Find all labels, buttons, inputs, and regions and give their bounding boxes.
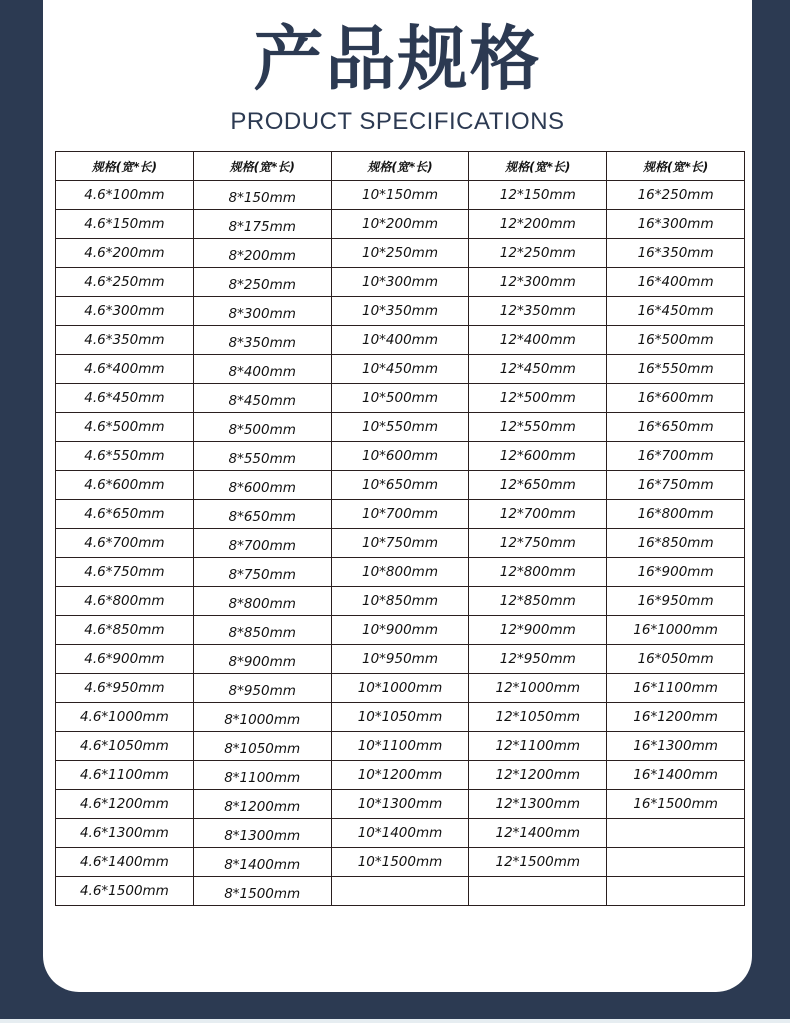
- spec-cell: 12*800mm: [469, 558, 607, 587]
- spec-cell: 10*950mm: [331, 645, 469, 674]
- spec-cell: 16*400mm: [607, 268, 745, 297]
- spec-cell: 10*700mm: [331, 500, 469, 529]
- spec-cell: 16*500mm: [607, 326, 745, 355]
- table-row: [56, 297, 745, 326]
- spec-cell: 16*850mm: [607, 529, 745, 558]
- spec-cell: 10*900mm: [331, 616, 469, 645]
- spec-cell: 10*350mm: [331, 297, 469, 326]
- spec-cell: 4.6*300mm: [56, 297, 194, 326]
- spec-cell: 16*450mm: [607, 297, 745, 326]
- spec-cell: 12*200mm: [469, 210, 607, 239]
- table-row: [56, 500, 745, 529]
- spec-cell: 16*350mm: [607, 239, 745, 268]
- page-subtitle: PRODUCT SPECIFICATIONS: [230, 108, 565, 135]
- spec-cell: 12*900mm: [469, 616, 607, 645]
- spec-cell: 8*175mm: [193, 210, 331, 239]
- spec-cell: 12*550mm: [469, 413, 607, 442]
- page-title: 产品规格: [253, 18, 542, 100]
- spec-cell: [607, 877, 745, 906]
- spec-cell: 16*300mm: [607, 210, 745, 239]
- spec-cell: 4.6*200mm: [56, 239, 194, 268]
- spec-cell: 12*350mm: [469, 297, 607, 326]
- spec-cell: 8*1100mm: [193, 761, 331, 790]
- spec-cell: 8*350mm: [193, 326, 331, 355]
- spec-cell: 4.6*450mm: [56, 384, 194, 413]
- spec-cell: 10*850mm: [331, 587, 469, 616]
- spec-cell: 12*1500mm: [469, 848, 607, 877]
- spec-cell: 10*800mm: [331, 558, 469, 587]
- spec-cell: 12*400mm: [469, 326, 607, 355]
- table-row: [56, 210, 745, 239]
- spec-cell: 16*1100mm: [607, 674, 745, 703]
- spec-cell: 10*1400mm: [331, 819, 469, 848]
- spec-cell: 10*450mm: [331, 355, 469, 384]
- spec-cell: 8*850mm: [193, 616, 331, 645]
- spec-cell: 12*1100mm: [469, 732, 607, 761]
- table-row: [56, 529, 745, 558]
- spec-cell: 8*500mm: [193, 413, 331, 442]
- spec-cell: 8*1000mm: [193, 703, 331, 732]
- spec-cell: 4.6*350mm: [56, 326, 194, 355]
- spec-cell: 4.6*1500mm: [56, 877, 194, 906]
- table-row: [56, 239, 745, 268]
- spec-cell: [607, 819, 745, 848]
- spec-cell: 4.6*850mm: [56, 616, 194, 645]
- table-row: [56, 703, 745, 732]
- table-row: [56, 674, 745, 703]
- column-header: 规格(宽*长): [56, 152, 194, 181]
- spec-cell: 10*150mm: [331, 181, 469, 210]
- spec-cell: 12*650mm: [469, 471, 607, 500]
- spec-cell: 8*150mm: [193, 181, 331, 210]
- spec-cell: 16*650mm: [607, 413, 745, 442]
- spec-cell: 4.6*600mm: [56, 471, 194, 500]
- spec-cell: 8*1500mm: [193, 877, 331, 906]
- spec-cell: 16*250mm: [607, 181, 745, 210]
- spec-cell: 8*1050mm: [193, 732, 331, 761]
- spec-cell: 4.6*1400mm: [56, 848, 194, 877]
- spec-cell: 10*200mm: [331, 210, 469, 239]
- table-row: [56, 558, 745, 587]
- spec-cell: 4.6*1200mm: [56, 790, 194, 819]
- spec-cell: 4.6*150mm: [56, 210, 194, 239]
- table-row: [56, 413, 745, 442]
- spec-table: [55, 151, 745, 906]
- spec-cell: 10*1300mm: [331, 790, 469, 819]
- table-row: [56, 384, 745, 413]
- spec-cell: 12*1050mm: [469, 703, 607, 732]
- table-row: [56, 616, 745, 645]
- spec-cell: 8*550mm: [193, 442, 331, 471]
- header-row: [56, 152, 745, 181]
- spec-cell: 12*700mm: [469, 500, 607, 529]
- table-row: [56, 471, 745, 500]
- spec-cell: 10*1050mm: [331, 703, 469, 732]
- spec-cell: 8*1200mm: [193, 790, 331, 819]
- spec-cell: 12*500mm: [469, 384, 607, 413]
- table-row: [56, 442, 745, 471]
- spec-cell: [331, 877, 469, 906]
- column-header: 规格(宽*长): [607, 152, 745, 181]
- spec-cell: 10*1000mm: [331, 674, 469, 703]
- spec-cell: 8*600mm: [193, 471, 331, 500]
- spec-cell: 16*1500mm: [607, 790, 745, 819]
- spec-cell: 4.6*500mm: [56, 413, 194, 442]
- spec-cell: 16*900mm: [607, 558, 745, 587]
- spec-cell: 8*950mm: [193, 674, 331, 703]
- spec-card: [43, 0, 752, 992]
- table-row: [56, 819, 745, 848]
- spec-cell: 4.6*100mm: [56, 181, 194, 210]
- spec-cell: 8*750mm: [193, 558, 331, 587]
- spec-cell: 10*1500mm: [331, 848, 469, 877]
- spec-cell: 10*300mm: [331, 268, 469, 297]
- spec-cell: 10*550mm: [331, 413, 469, 442]
- spec-cell: 8*1300mm: [193, 819, 331, 848]
- spec-cell: 16*800mm: [607, 500, 745, 529]
- spec-cell: 4.6*1100mm: [56, 761, 194, 790]
- spec-cell: 16*1400mm: [607, 761, 745, 790]
- spec-cell: 12*250mm: [469, 239, 607, 268]
- spec-cell: 4.6*1300mm: [56, 819, 194, 848]
- spec-cell: 4.6*1050mm: [56, 732, 194, 761]
- spec-cell: 10*250mm: [331, 239, 469, 268]
- table-row: [56, 587, 745, 616]
- spec-cell: 12*450mm: [469, 355, 607, 384]
- table-row: [56, 326, 745, 355]
- spec-cell: 16*1300mm: [607, 732, 745, 761]
- spec-cell: 4.6*950mm: [56, 674, 194, 703]
- spec-cell: 4.6*250mm: [56, 268, 194, 297]
- column-header: 规格(宽*长): [331, 152, 469, 181]
- spec-cell: 8*650mm: [193, 500, 331, 529]
- spec-cell: 8*400mm: [193, 355, 331, 384]
- spec-cell: 10*750mm: [331, 529, 469, 558]
- spec-cell: 10*1200mm: [331, 761, 469, 790]
- spec-cell: 12*850mm: [469, 587, 607, 616]
- spec-cell: 12*300mm: [469, 268, 607, 297]
- table-row: [56, 181, 745, 210]
- spec-cell: 12*750mm: [469, 529, 607, 558]
- spec-cell: 8*700mm: [193, 529, 331, 558]
- spec-cell: 10*1100mm: [331, 732, 469, 761]
- table-row: [56, 848, 745, 877]
- spec-cell: [469, 877, 607, 906]
- column-header: 规格(宽*长): [193, 152, 331, 181]
- spec-cell: 8*900mm: [193, 645, 331, 674]
- spec-cell: 4.6*550mm: [56, 442, 194, 471]
- spec-cell: 12*1300mm: [469, 790, 607, 819]
- spec-cell: 16*1200mm: [607, 703, 745, 732]
- spec-cell: 12*950mm: [469, 645, 607, 674]
- spec-cell: 4.6*800mm: [56, 587, 194, 616]
- spec-cell: 4.6*650mm: [56, 500, 194, 529]
- spec-cell: 16*050mm: [607, 645, 745, 674]
- spec-cell: [607, 848, 745, 877]
- spec-cell: 16*1000mm: [607, 616, 745, 645]
- spec-cell: 12*150mm: [469, 181, 607, 210]
- table-row: [56, 355, 745, 384]
- spec-cell: 8*450mm: [193, 384, 331, 413]
- spec-cell: 8*800mm: [193, 587, 331, 616]
- spec-cell: 12*600mm: [469, 442, 607, 471]
- spec-cell: 10*650mm: [331, 471, 469, 500]
- spec-cell: 10*400mm: [331, 326, 469, 355]
- table-row: [56, 790, 745, 819]
- spec-cell: 12*1000mm: [469, 674, 607, 703]
- spec-cell: 4.6*750mm: [56, 558, 194, 587]
- spec-cell: 12*1200mm: [469, 761, 607, 790]
- table-row: [56, 645, 745, 674]
- bottom-strip: [0, 1019, 790, 1023]
- table-row: [56, 732, 745, 761]
- spec-cell: 10*600mm: [331, 442, 469, 471]
- spec-cell: 16*950mm: [607, 587, 745, 616]
- spec-cell: 12*1400mm: [469, 819, 607, 848]
- spec-cell: 4.6*400mm: [56, 355, 194, 384]
- spec-cell: 4.6*700mm: [56, 529, 194, 558]
- spec-cell: 8*200mm: [193, 239, 331, 268]
- spec-cell: 16*550mm: [607, 355, 745, 384]
- spec-cell: 8*250mm: [193, 268, 331, 297]
- column-header: 规格(宽*长): [469, 152, 607, 181]
- spec-cell: 8*1400mm: [193, 848, 331, 877]
- spec-cell: 4.6*900mm: [56, 645, 194, 674]
- table-row: [56, 268, 745, 297]
- table-row: [56, 761, 745, 790]
- spec-cell: 8*300mm: [193, 297, 331, 326]
- spec-cell: 10*500mm: [331, 384, 469, 413]
- table-row: [56, 877, 745, 906]
- spec-cell: 16*600mm: [607, 384, 745, 413]
- spec-cell: 4.6*1000mm: [56, 703, 194, 732]
- spec-cell: 16*750mm: [607, 471, 745, 500]
- spec-cell: 16*700mm: [607, 442, 745, 471]
